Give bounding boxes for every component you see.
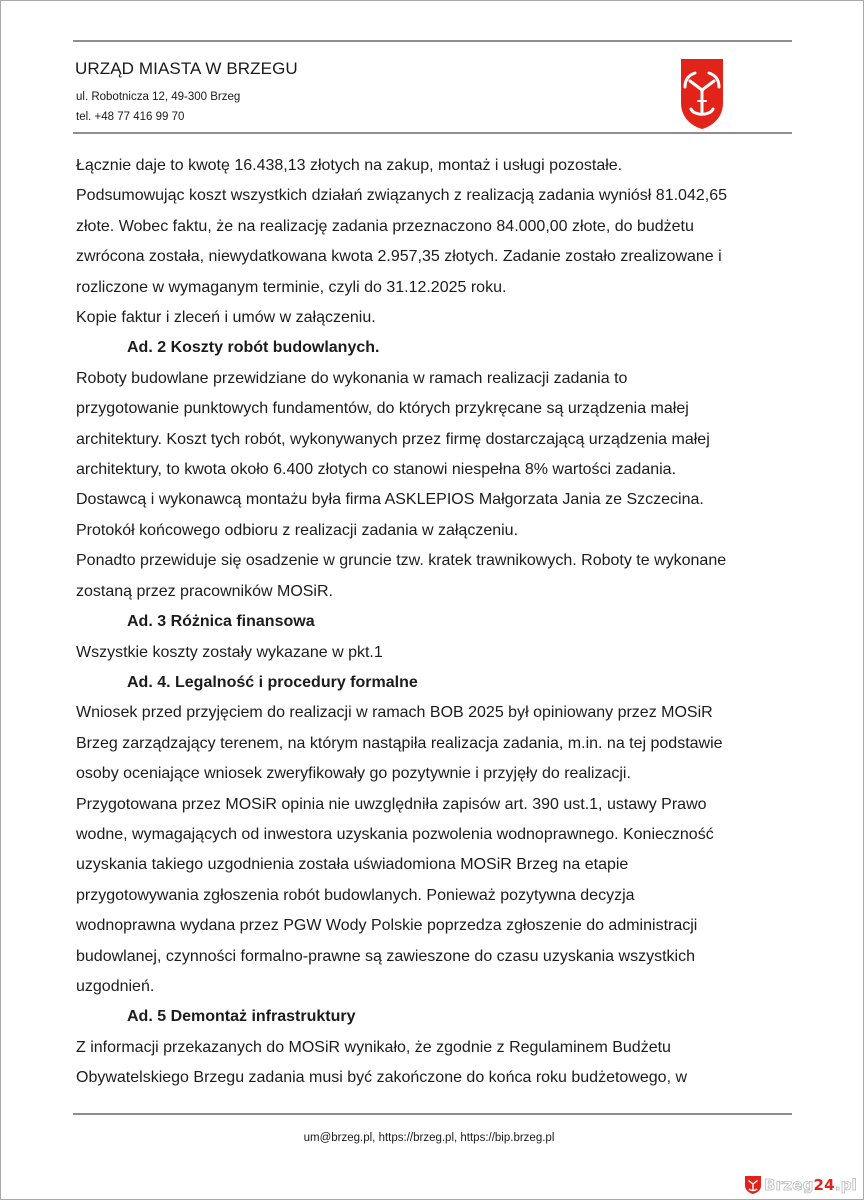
body-text-line: Wszystkie koszty zostały wykazane w pkt.1 (76, 643, 383, 661)
body-text-line: przygotowanie punktowych fundamentów, do których przykręcane są urządzenia małej (76, 400, 689, 418)
brzeg24-watermark (744, 1175, 857, 1195)
body-text-line: osoby oceniające wniosek zweryfikowały go pozytywnie i przyjęły do realizacji. (76, 765, 631, 783)
footer-contact-text: um@brzeg.pl, https://brzeg.pl, https://bip.brzeg.pl (303, 1132, 555, 1144)
body-text-line: Z informacji przekazanych do MOSiR wynikało, że zgodnie z Regulaminem Budżetu (76, 1038, 671, 1056)
body-text-line: przygotowywania zgłoszenia robót budowlanych. Ponieważ pozytywna decyzja (76, 886, 635, 904)
brzeg24-wordmark: Brzeg24.pl (764, 1176, 857, 1194)
body-text-line: Wniosek przed przyjęciem do realizacji w ramach BOB 2025 był opiniowany przez MOSiR (76, 704, 713, 722)
body-text-line: uzyskania takiego uzgodnienia została uświadomiona MOSiR Brzeg na etapie (76, 856, 629, 874)
brzeg-coat-of-arms-icon (679, 57, 725, 131)
body-text-line: wodnoprawna wydana przez PGW Wody Polskie poprzedza zgłoszenie do administracji (76, 917, 698, 935)
body-text-line: architektury, to kwota około 6.400 złotych co stanowi niespełna 8% wartości zadania. (76, 461, 677, 479)
footer-rule (73, 1113, 792, 1115)
body-text-line: wodne, wymagających od inwestora uzyskania pozwolenia wodnoprawnego. Konieczność (76, 825, 714, 843)
body-text-line: zwrócona została, niewydatkowana kwota 2.957,35 złotych. Zadanie zostało zrealizowane i (76, 248, 722, 266)
footer-contact (1, 1132, 864, 1144)
section-heading: Ad. 4. Legalność i procedury formalne (127, 673, 418, 691)
body-text-line: Protokół końcowego odbioru z realizacji zadania w załączeniu. (76, 521, 519, 539)
body-text-line: Dostawcą i wykonawcą montażu była firma ASKLEPIOS Małgorzata Jania ze Szczecina. (76, 491, 704, 509)
section-heading: Ad. 5 Demontaż infrastruktury (127, 1008, 356, 1026)
body-text-line: Roboty budowlane przewidziane do wykonania w ramach realizacji zadania to (76, 369, 628, 387)
document-body (76, 151, 796, 1094)
body-text-line: Łącznie daje to kwotę 16.438,13 złotych na zakup, montaż i usługi pozostałe. (76, 157, 623, 174)
body-text-line: Ponadto przewiduje się osadzenie w gruncie tzw. kratek trawnikowych. Roboty te wykonane (76, 552, 727, 570)
section-heading: Ad. 3 Różnica finansowa (127, 613, 315, 631)
body-text-line: uzgodnień. (76, 977, 155, 995)
body-text-line: budowlanej, czynności formalno-prawne są zawieszone do czasu uzyskania wszystkich (76, 947, 695, 965)
body-text-line: Brzeg zarządzający terenem, na którym nastąpiła realizacja zadania, m.in. na tej podstawie (76, 734, 723, 752)
body-text-line: złote. Wobec faktu, że na realizację zadania przeznaczono 84.000,00 złote, do budżetu (76, 217, 694, 235)
body-text-line: Przygotowana przez MOSiR opinia nie uwzględniła zapisów art. 390 ust.1, ustawy Prawo (76, 795, 707, 813)
body-text-line: architektury. Koszt tych robót, wykonywanych przez firmę dostarczającą urządzenia małej (76, 430, 710, 448)
brzeg24-shield-logo-icon (744, 1175, 762, 1195)
body-text-line: Podsumowując koszt wszystkich działań związanych z realizacją zadania wyniósł 81.042,65 (76, 187, 727, 205)
header-top-rule (73, 40, 792, 42)
body-text-line: Kopie faktur i zleceń i umów w załączeniu. (76, 309, 376, 327)
section-heading: Ad. 2 Koszty robót budowlanych. (127, 339, 380, 357)
office-phone: tel. +48 77 416 99 70 (76, 111, 185, 123)
office-address: ul. Robotnicza 12, 49-300 Brzeg (76, 91, 241, 103)
body-text-line: zostaną przez pracowników MOSiR. (76, 582, 333, 600)
body-text-line: rozliczone w wymaganym terminie, czyli do 31.12.2025 roku. (76, 278, 507, 296)
office-name: URZĄD MIASTA W BRZEGU (75, 59, 298, 78)
body-text-line: Obywatelskiego Brzegu zadania musi być zakończone do końca roku budżetowego, w (76, 1069, 688, 1087)
header-bottom-rule (73, 132, 792, 134)
